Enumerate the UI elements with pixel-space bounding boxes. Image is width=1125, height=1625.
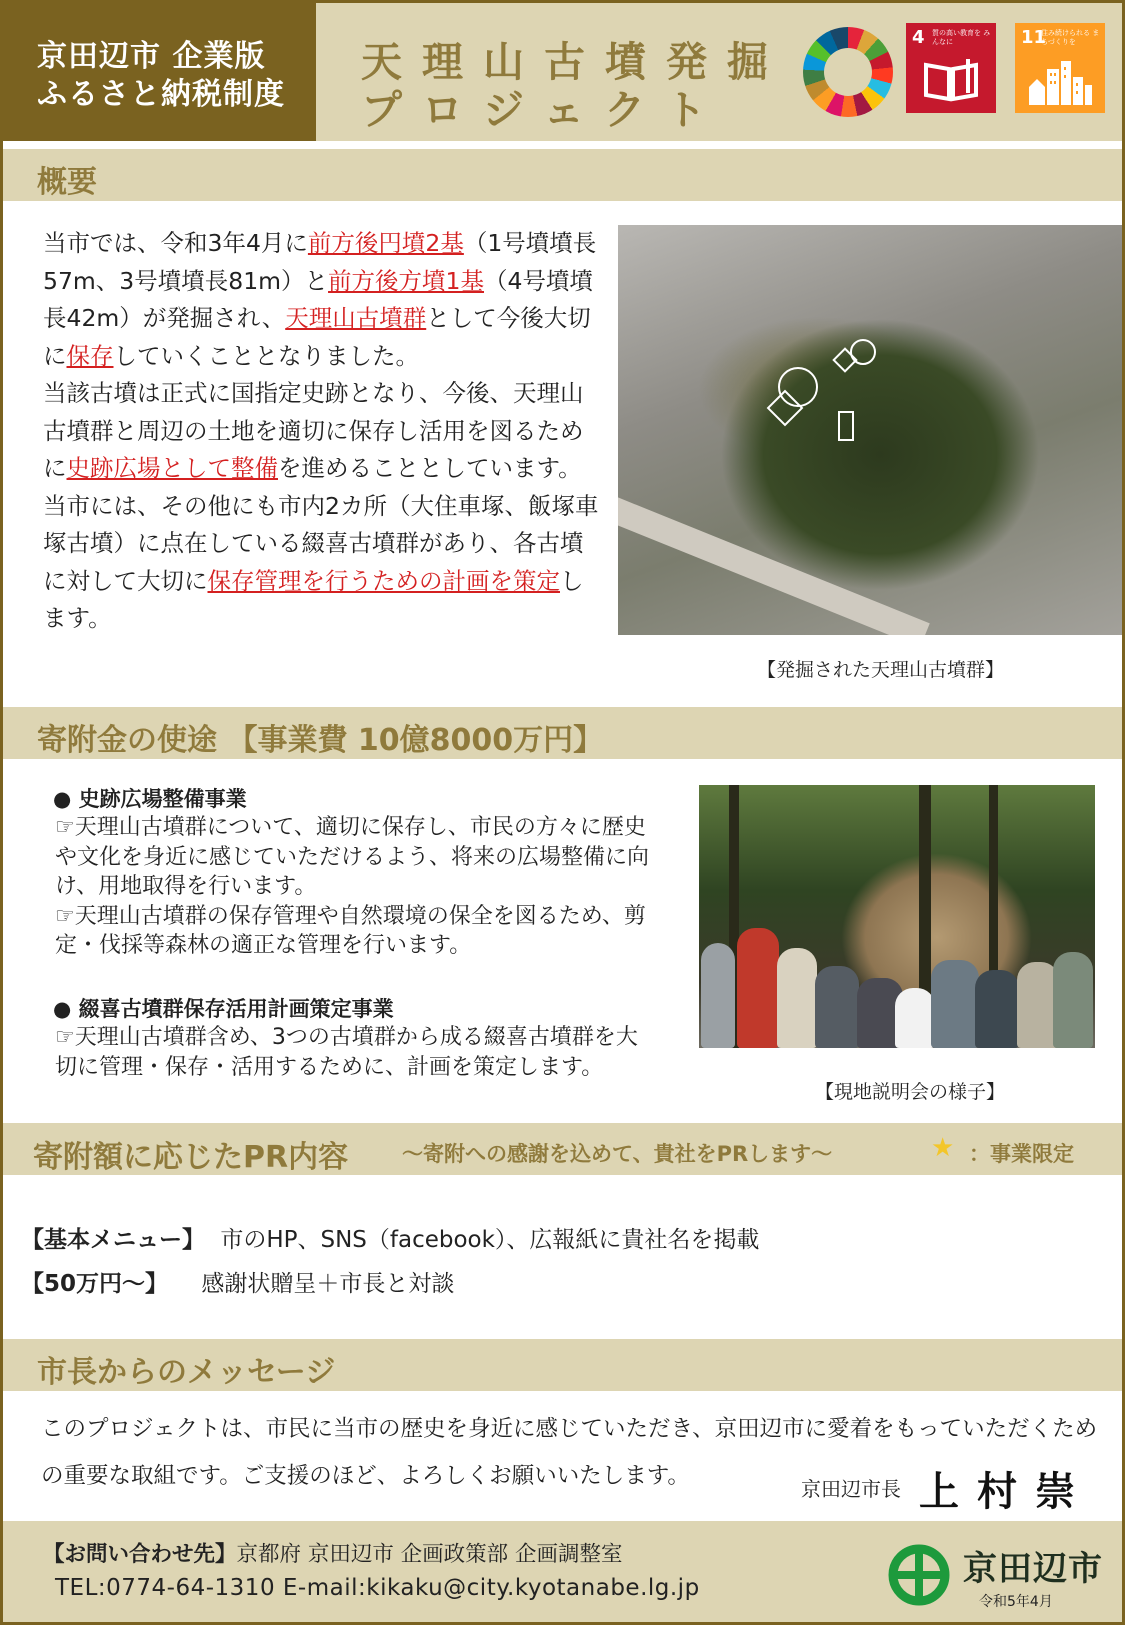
footer	[3, 1521, 1122, 1622]
mayor-title: 京田辺市長	[801, 1477, 901, 1501]
city-name: 京田辺市	[963, 1549, 1103, 1589]
overview-text	[43, 225, 605, 638]
usage-heading-bar	[3, 707, 1122, 759]
overview-heading: 概要	[37, 165, 97, 200]
org-line-2: ふるさと納税制度	[37, 77, 285, 112]
pr-heading-bar	[3, 1123, 1122, 1175]
limited-label: ：事業限定	[969, 1142, 1074, 1166]
usage-heading: 寄附金の使途 【事業費 10億8000万円】	[37, 723, 604, 758]
body-text: として今後大切に	[43, 304, 591, 370]
mayor-message: このプロジェクトは、市民に当市の歴史を身近に感じていただき、京田辺市に愛着をもっていただくための重要な取組です。ご支援のほど、よろしくお願いいたします。	[41, 1416, 1098, 1489]
sdgs-wheel-icon	[803, 27, 893, 117]
basic-menu-text: 市のHP、SNS（facebook）、広報紙に貴社名を掲載	[220, 1227, 760, 1253]
sdg-11-number: 11	[1021, 27, 1047, 48]
aerial-photo-caption: 【発掘された天理山古墳群】	[757, 659, 1005, 681]
highway	[618, 489, 930, 635]
overview-heading-bar	[3, 149, 1122, 201]
body-text: します。	[43, 566, 584, 632]
highlighted-term: 史跡広場として整備	[66, 454, 278, 482]
mayor-signature: 上村崇	[919, 1468, 1093, 1515]
tier-label: 【50万円～】	[21, 1271, 169, 1297]
body-text: 当該古墳は正式に国指定史跡となり、今後、天理山古墳群と周辺の土地を適切に保存し活用を図るために	[43, 379, 584, 482]
highlighted-term: 保存管理を行うための計画を策定	[207, 566, 560, 595]
contact-label: 【お問い合わせ先】	[43, 1542, 237, 1567]
project-2-point-1: ☞天理山古墳群含め、3つの古墳群から成る綴喜古墳群を大切に管理・保存・活用するために、計画を策定します。	[55, 1025, 638, 1080]
highlighted-term: 前方後円墳2基	[307, 229, 464, 257]
body-text: 当市では、令和3年4月に	[43, 229, 308, 257]
city-emblem-icon	[887, 1543, 951, 1607]
sdg-4-number: 4	[912, 27, 925, 48]
project-1-title: ● 史跡広場整備事業	[53, 787, 247, 811]
project-1-description	[55, 813, 655, 961]
overview-paragraph-1	[43, 225, 605, 375]
book-icon	[922, 57, 980, 103]
project-title-line-2: プロジェクト	[361, 86, 727, 134]
body-text: （1号墳墳長57m、3号墳墳長81m）と	[43, 229, 597, 295]
pr-heading: 寄附額に応じたPR内容	[33, 1140, 349, 1175]
message-heading-bar	[3, 1339, 1122, 1391]
basic-menu-row	[21, 1221, 759, 1254]
site-photo-caption: 【現地説明会の様子】	[815, 1081, 1006, 1103]
overview-paragraph-2	[43, 375, 605, 488]
sdg-11-text: 住み続けられる まちづくりを	[1041, 29, 1100, 46]
tier-row	[21, 1265, 454, 1298]
sdg-4-text: 質の高い教育を みんなに	[932, 29, 991, 46]
highlighted-term: 天理山古墳群	[285, 304, 427, 332]
sdg-11-badge	[1015, 23, 1105, 113]
basic-menu-label: 【基本メニュー】	[21, 1227, 205, 1253]
contact-line	[43, 1537, 623, 1568]
message-heading: 市長からのメッセージ	[37, 1355, 336, 1390]
body-text: （4号墳墳長42m）が発掘され、	[43, 266, 593, 332]
body-text: していくこととなりました。	[113, 341, 419, 370]
project-2-description	[55, 1023, 655, 1082]
project-1-point-2: ☞天理山古墳群の保存管理や自然環境の保全を図るため、剪定・伐採等森林の適正な管理を行います。	[55, 903, 646, 958]
tier-text: 感謝状贈呈＋市長と対談	[201, 1271, 455, 1297]
header	[3, 3, 1122, 141]
contact-org: 京都府 京田辺市 企画政策部 企画調整室	[236, 1542, 623, 1567]
sdg-4-badge	[906, 23, 996, 113]
contact-tel-email: TEL:0774-64-1310 E-mail:kikaku@city.kyotanabe.lg.jp	[55, 1575, 700, 1601]
overview-paragraph-3	[43, 488, 605, 638]
body-text: 当市には、その他にも市内2カ所（大住車塚、飯塚車塚古墳）に点在している綴喜古墳群があり、各古墳に対して大切に	[43, 491, 599, 595]
tumulus-outline	[838, 411, 854, 441]
org-line-1: 京田辺市 企業版	[37, 39, 266, 74]
project-title-line-1: 天理山古墳発掘	[361, 38, 788, 86]
issue-date: 令和5年4月	[979, 1594, 1053, 1610]
city-buildings-icon	[1027, 59, 1093, 107]
org-block	[3, 3, 316, 141]
star-icon: ★	[931, 1133, 955, 1163]
site-briefing-photo	[699, 785, 1095, 1048]
project-1-point-1: ☞天理山古墳群について、適切に保存し、市民の方々に歴史や文化を身近に感じていただけるよう、将来の広場整備に向け、用地取得を行います。	[55, 815, 650, 899]
project-2-title: ● 綴喜古墳群保存活用計画策定事業	[53, 997, 394, 1021]
highlighted-term: 保存	[66, 341, 114, 370]
highlighted-term: 前方後方墳1基	[328, 266, 484, 295]
body-text: を進めることとしています。	[278, 454, 582, 482]
pr-subheading: ～寄附への感謝を込めて、貴社をPRします～	[402, 1142, 833, 1166]
aerial-photo	[618, 225, 1122, 635]
